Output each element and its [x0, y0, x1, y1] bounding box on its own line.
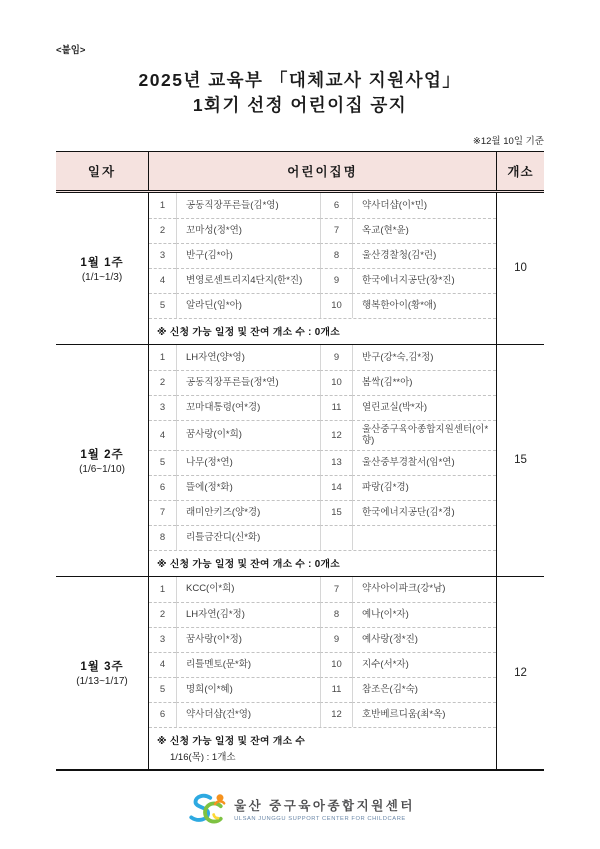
week-group-row [56, 193, 544, 344]
entry-number: 6 [149, 475, 176, 500]
entry-number: 3 [149, 395, 176, 420]
availability-note [149, 727, 496, 769]
entry-number: 4 [149, 420, 176, 450]
entry-daycare-name: 래미안키즈(양*경) [176, 500, 320, 525]
entry-daycare-name: 울산중구육아종합지원센터(이*향) [352, 420, 496, 450]
availability-note [149, 550, 496, 576]
daycare-entries-grid [148, 193, 496, 344]
entry-number: 11 [320, 395, 352, 420]
table-body [56, 193, 544, 769]
entry-daycare-name: 반구(강*숙,김*정) [352, 345, 496, 370]
entry-daycare-name: 공동직장푸른들(김*영) [176, 193, 320, 218]
count-value: 15 [496, 345, 544, 576]
entry-daycare-name: 호반베르디움(최*옥) [352, 702, 496, 727]
entry-daycare-name: 참조은(김*숙) [352, 677, 496, 702]
count-value: 12 [496, 577, 544, 769]
date-range-label: (1/13~1/17) [76, 676, 128, 688]
entry-number: 1 [159, 583, 166, 595]
entry-number: 2 [149, 370, 176, 395]
entry-daycare-name: 열린교실(박*자) [352, 395, 496, 420]
entry-number: 12 [320, 702, 352, 727]
week-label: 1월 3주 [80, 661, 124, 674]
reference-date-note: ※12월 10일 기준 [472, 135, 544, 147]
entry-daycare-name: 예나(이*자) [352, 602, 496, 627]
entry-daycare-name: 울산경찰청(김*린) [352, 243, 496, 268]
entry-daycare-name: 약사더샵(건*영) [176, 702, 320, 727]
date-range-label: (1/6~1/10) [79, 463, 125, 475]
center-logo-icon [185, 791, 227, 827]
entry-daycare-name: 봄싹(김**아) [352, 370, 496, 395]
entry-number: 9 [320, 345, 352, 370]
entry-daycare-name: 리틀멘토(문*화) [176, 652, 320, 677]
entry-daycare-name: 명희(이*혜) [176, 677, 320, 702]
org-name-english: ULSAN JUNGGU SUPPORT CENTER FOR CHILDCARE [234, 816, 406, 822]
entry-number: 4 [149, 652, 176, 677]
entry-number: 2 [149, 218, 176, 243]
entry-number: 5 [149, 450, 176, 475]
entry-number: 7 [320, 218, 352, 243]
entry-daycare-name: LH자연(양*영) [176, 345, 320, 370]
availability-note-title: ※ 신청 가능 일정 및 잔여 개소 수 : 0개소 [157, 558, 341, 570]
entry-number: 10 [320, 370, 352, 395]
document-title [56, 68, 544, 119]
entry-daycare-name: 약사아이파크(강*남) [352, 577, 496, 602]
entry-daycare-name: 뜰에(정*화) [176, 475, 320, 500]
entry-number: 5 [149, 293, 176, 318]
entry-number: 8 [320, 243, 352, 268]
entry-daycare-name: KCC(이*희) [176, 577, 320, 602]
entry-number: 4 [149, 268, 176, 293]
title-line-2: 1회기 선정 어린이집 공지 [192, 95, 408, 116]
org-name-korean: 울산 중구육아종합지원센터 [234, 799, 415, 813]
entry-number: 6 [149, 702, 176, 727]
entry-daycare-name: LH자연(김*정) [176, 602, 320, 627]
entry-daycare-name: 꼬마성(정*연) [176, 218, 320, 243]
week-label: 1월 2주 [80, 448, 124, 461]
entry-number: 1 [159, 199, 166, 211]
entry-number: 9 [320, 627, 352, 652]
entry-daycare-name [352, 525, 496, 550]
entry-number [320, 525, 352, 550]
entry-number: 14 [320, 475, 352, 500]
entry-number: 11 [320, 677, 352, 702]
daycare-entries-grid [148, 345, 496, 576]
selection-table [56, 151, 544, 771]
week-group-row [56, 576, 544, 769]
entry-daycare-name: 나무(정*연) [176, 450, 320, 475]
entry-number: 10 [320, 293, 352, 318]
entry-daycare-name: 지수(서*자) [352, 652, 496, 677]
entry-number: 13 [320, 450, 352, 475]
daycare-entries-grid [148, 577, 496, 769]
entry-number: 1 [159, 351, 166, 363]
entry-daycare-name: 울산중부경찰서(임*연) [352, 450, 496, 475]
footer [0, 791, 600, 827]
availability-note [149, 318, 496, 344]
entry-number: 2 [149, 602, 176, 627]
entry-daycare-name: 파랑(김*경) [352, 475, 496, 500]
date-cell [56, 193, 148, 344]
entry-number: 5 [149, 677, 176, 702]
header-count: 개소 [496, 152, 544, 190]
table-header-row [56, 152, 544, 193]
entry-daycare-name: 공동직장푸른들(정*연) [176, 370, 320, 395]
entry-number: 7 [320, 577, 352, 602]
availability-note-title: ※ 신청 가능 일정 및 잔여 개소 수 : 0개소 [157, 326, 341, 338]
entry-daycare-name: 옥교(현*윤) [352, 218, 496, 243]
date-cell [56, 345, 148, 576]
title-line-1: 2025년 교육부 「대체교사 지원사업」 [138, 70, 462, 90]
entry-daycare-name: 꿈사랑(이*정) [176, 627, 320, 652]
entry-daycare-name: 꼬마대통령(여*경) [176, 395, 320, 420]
entry-number: 12 [320, 420, 352, 450]
organization-name [234, 796, 415, 822]
availability-note-title: ※ 신청 가능 일정 및 잔여 개소 수 [157, 735, 306, 747]
entry-daycare-name: 약사더샵(이*민) [352, 193, 496, 218]
entry-number: 8 [320, 602, 352, 627]
date-range-label: (1/1~1/3) [81, 271, 123, 283]
week-group-row [56, 344, 544, 576]
count-value: 10 [496, 193, 544, 344]
entry-daycare-name: 알라딘(임*아) [176, 293, 320, 318]
entry-number: 3 [149, 243, 176, 268]
header-date: 일자 [87, 164, 117, 179]
attachment-label: <붙임> [56, 45, 86, 56]
entry-daycare-name: 행복한아이(황*애) [352, 293, 496, 318]
entry-number: 7 [149, 500, 176, 525]
entry-daycare-name: 한국에너지공단(장*진) [352, 268, 496, 293]
entry-daycare-name: 예사랑(정*진) [352, 627, 496, 652]
entry-number: 6 [320, 193, 352, 218]
entry-daycare-name: 변영로센트리지4단지(한*진) [176, 268, 320, 293]
week-label: 1월 1주 [80, 256, 124, 269]
entry-number: 10 [320, 652, 352, 677]
entry-number: 15 [320, 500, 352, 525]
entry-number: 9 [320, 268, 352, 293]
date-cell [56, 577, 148, 769]
entry-daycare-name: 꿈사랑(이*희) [176, 420, 320, 450]
header-daycare-name: 어린이집명 [148, 152, 496, 190]
entry-daycare-name: 리틀금잔디(신*화) [176, 525, 320, 550]
availability-note-detail: 1/16(목) : 1개소 [170, 751, 236, 763]
entry-number: 3 [149, 627, 176, 652]
entry-number: 8 [149, 525, 176, 550]
entry-daycare-name: 반구(김*아) [176, 243, 320, 268]
entry-daycare-name: 한국에너지공단(김*경) [352, 500, 496, 525]
